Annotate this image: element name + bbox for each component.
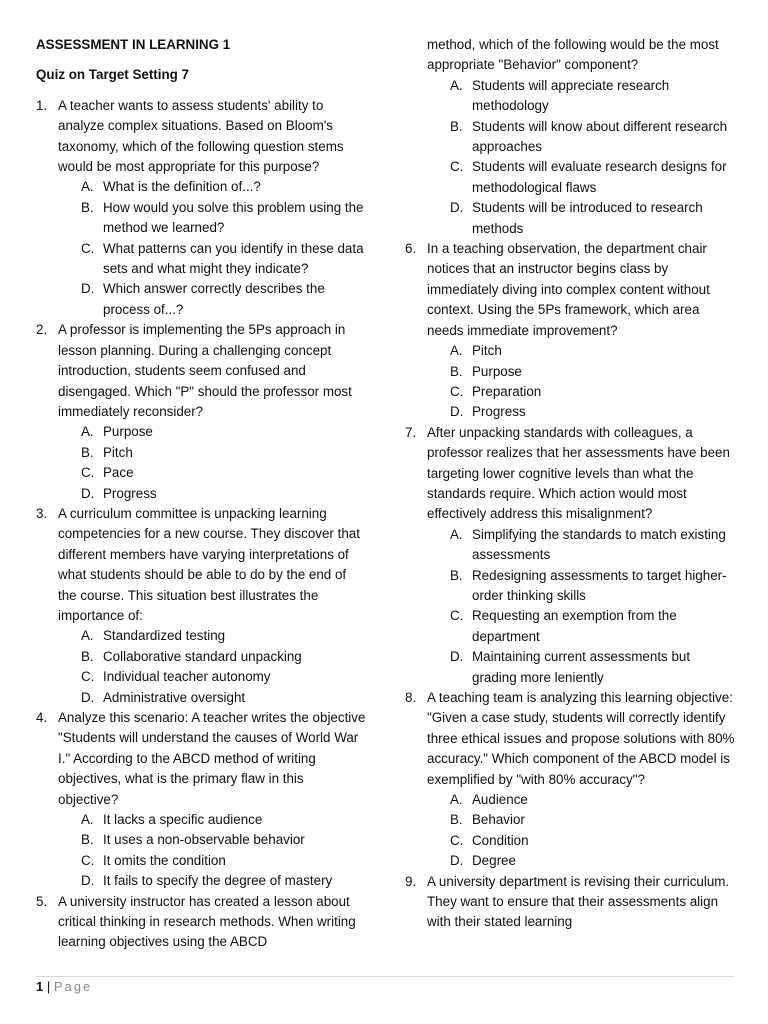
option-letter: B.: [450, 812, 463, 828]
option-c: [81, 667, 366, 687]
option-letter: C.: [81, 240, 95, 256]
question-text: In a teaching observation, the department chair notices that an instructor begins class by immediately diving into complex content without context. Using the 5Ps framework, which area needs immediate improvement?: [427, 241, 710, 338]
option-letter: B.: [81, 199, 94, 215]
question-number: 3.: [36, 505, 48, 521]
option-a: [81, 177, 366, 197]
option-text: Administrative oversight: [103, 689, 246, 705]
option-d: [81, 484, 366, 504]
question-6: [405, 239, 735, 341]
option-text: Audience: [472, 792, 528, 808]
option-letter: D.: [81, 281, 95, 297]
option-text: Progress: [103, 485, 157, 501]
question-number: 8.: [405, 690, 417, 705]
option-d: [450, 851, 735, 871]
question-7: [405, 423, 735, 525]
option-text: How would you solve this problem using the method we learned?: [103, 199, 364, 236]
option-c: [81, 851, 366, 871]
question-text: A teaching team is analyzing this learning objective: "Given a case study, students will correctly identify three ethical issues and propose solutions with 80% accuracy." Which component of the ABCD model is exemplified by "with 80% accuracy"?: [427, 690, 735, 787]
option-text: Degree: [472, 853, 516, 869]
option-text: Collaborative standard unpacking: [103, 648, 302, 664]
option-d: [450, 198, 735, 239]
option-text: Behavior: [472, 812, 525, 828]
option-letter: D.: [450, 200, 464, 216]
option-text: What patterns can you identify in these data sets and what might they indicate?: [103, 240, 364, 277]
option-text: Standardized testing: [103, 628, 226, 644]
question-1: [36, 96, 366, 178]
right-column: [405, 35, 735, 933]
option-b: [450, 362, 735, 382]
option-letter: D.: [81, 485, 95, 501]
question-text: method, which of the following would be the most appropriate "Behavior" component?: [427, 37, 719, 73]
option-text: Requesting an exemption from the department: [472, 608, 677, 644]
question-number: 1.: [36, 97, 48, 113]
option-d: [81, 279, 366, 320]
question-number: 9.: [405, 873, 417, 889]
option-text: Pace: [103, 465, 134, 481]
option-text: It lacks a specific audience: [103, 812, 263, 828]
option-text: Redesigning assessments to target higher-order thinking skills: [472, 567, 727, 603]
question-5-continued: [405, 35, 735, 76]
option-b: [81, 198, 366, 239]
option-a: [81, 626, 366, 646]
question-2: [36, 320, 366, 422]
option-d: [81, 688, 366, 708]
option-a: [81, 422, 366, 442]
option-text: Students will be introduced to research methods: [472, 200, 703, 236]
option-letter: C.: [450, 383, 464, 399]
question-8: [405, 688, 735, 790]
option-d: [81, 871, 366, 891]
option-letter: A.: [81, 812, 94, 828]
footer-separator: |: [46, 979, 51, 994]
option-text: Purpose: [103, 424, 153, 440]
option-text: It omits the condition: [103, 852, 226, 868]
question-9: [405, 872, 735, 933]
question-text: A university instructor has created a lesson about critical thinking in research methods. When writing learning objectives using the ABCD: [58, 893, 356, 950]
option-text: Students will evaluate research designs for methodological flaws: [472, 159, 727, 195]
question-text: A professor is implementing the 5Ps approach in lesson planning. During a challenging concept introduction, students seem confused and disengaged. Which "P" should the professor most immediately reconsider?: [58, 322, 352, 419]
option-b: [81, 647, 366, 667]
page-number: 1: [36, 979, 44, 994]
option-a: [81, 810, 366, 830]
option-b: [81, 443, 366, 463]
option-text: Students will know about different research approaches: [472, 118, 728, 155]
option-text: Progress: [472, 404, 526, 420]
option-c: [81, 463, 366, 483]
option-letter: A.: [81, 628, 94, 644]
option-letter: A.: [450, 77, 463, 93]
option-letter: D.: [81, 873, 95, 889]
option-c: [450, 606, 735, 647]
option-letter: B.: [450, 567, 463, 583]
question-text: A teacher wants to assess students' ability to analyze complex situations. Based on Bloom's taxonomy, which of the following question stems would be most appropriate for this purpose?: [58, 97, 344, 175]
option-letter: A.: [81, 179, 94, 195]
option-a: [450, 790, 735, 810]
question-number: 2.: [36, 322, 48, 338]
question-number: 7.: [405, 424, 417, 440]
option-c: [450, 157, 735, 198]
option-letter: D.: [450, 404, 464, 420]
option-a: [450, 341, 735, 361]
option-b: [450, 566, 735, 607]
option-text: What is the definition of...?: [103, 179, 261, 195]
option-letter: D.: [81, 689, 95, 705]
option-text: Preparation: [472, 383, 542, 399]
option-letter: C.: [450, 159, 464, 175]
question-5: [36, 892, 366, 953]
question-text: A curriculum committee is unpacking learning competencies for a new course. They discover that different members have varying interpretations of what students should be able to do by the end of the course. This situation best illustrates the importance of:: [58, 505, 360, 623]
question-number: 6.: [405, 241, 417, 257]
option-c: [81, 239, 366, 280]
option-letter: A.: [450, 792, 463, 808]
question-number: 5.: [36, 893, 48, 909]
option-letter: A.: [81, 424, 94, 440]
option-b: [450, 810, 735, 830]
option-letter: D.: [450, 853, 464, 869]
option-letter: B.: [450, 363, 463, 379]
left-column: [36, 35, 366, 953]
question-4: [36, 708, 366, 810]
option-b: [450, 117, 735, 158]
question-number: 4.: [36, 710, 48, 725]
option-c: [450, 831, 735, 851]
option-c: [450, 382, 735, 402]
option-text: It fails to specify the degree of mastery: [103, 873, 333, 889]
option-d: [450, 402, 735, 422]
option-b: [81, 830, 366, 850]
option-letter: C.: [81, 852, 95, 868]
option-letter: B.: [81, 444, 94, 460]
document-title: ASSESSMENT IN LEARNING 1: [36, 37, 231, 52]
option-letter: C.: [450, 608, 464, 624]
option-text: Students will appreciate research methodology: [472, 77, 670, 114]
option-letter: A.: [450, 343, 463, 359]
page-footer: [36, 977, 92, 997]
option-text: Purpose: [472, 363, 522, 379]
option-text: Pitch: [103, 444, 133, 460]
option-letter: B.: [450, 118, 463, 134]
option-letter: C.: [81, 465, 95, 481]
option-d: [450, 647, 735, 688]
option-text: Pitch: [472, 343, 502, 359]
option-text: Simplifying the standards to match existing assessments: [472, 526, 726, 563]
footer-divider: [36, 976, 734, 977]
option-letter: D.: [450, 649, 464, 665]
question-text: Analyze this scenario: A teacher writes the objective "Students will understand the causes of World War I." According to the ABCD method of writing objectives, what is the primary flaw in this objective?: [58, 710, 366, 807]
option-letter: C.: [450, 832, 464, 848]
option-text: Individual teacher autonomy: [103, 669, 271, 685]
question-text: A university department is revising their curriculum. They want to ensure that their assessments align with their stated learning: [427, 873, 730, 930]
option-text: It uses a non-observable behavior: [103, 832, 305, 848]
option-text: Maintaining current assessments but grading more leniently: [472, 649, 691, 685]
option-letter: A.: [450, 526, 463, 542]
option-a: [450, 525, 735, 566]
option-a: [450, 76, 735, 117]
option-text: Which answer correctly describes the process of...?: [103, 281, 325, 317]
option-letter: B.: [81, 648, 94, 664]
question-3: [36, 504, 366, 626]
option-letter: B.: [81, 832, 94, 848]
page-label: Page: [53, 979, 93, 994]
option-text: Condition: [472, 832, 529, 848]
question-text: After unpacking standards with colleagues, a professor realizes that her assessments have been targeting lower cognitive levels than what the standards require. Which action would most effectively address this misalignment?: [427, 424, 730, 522]
quiz-title: Quiz on Target Setting 7: [36, 67, 190, 83]
option-letter: C.: [81, 669, 95, 685]
